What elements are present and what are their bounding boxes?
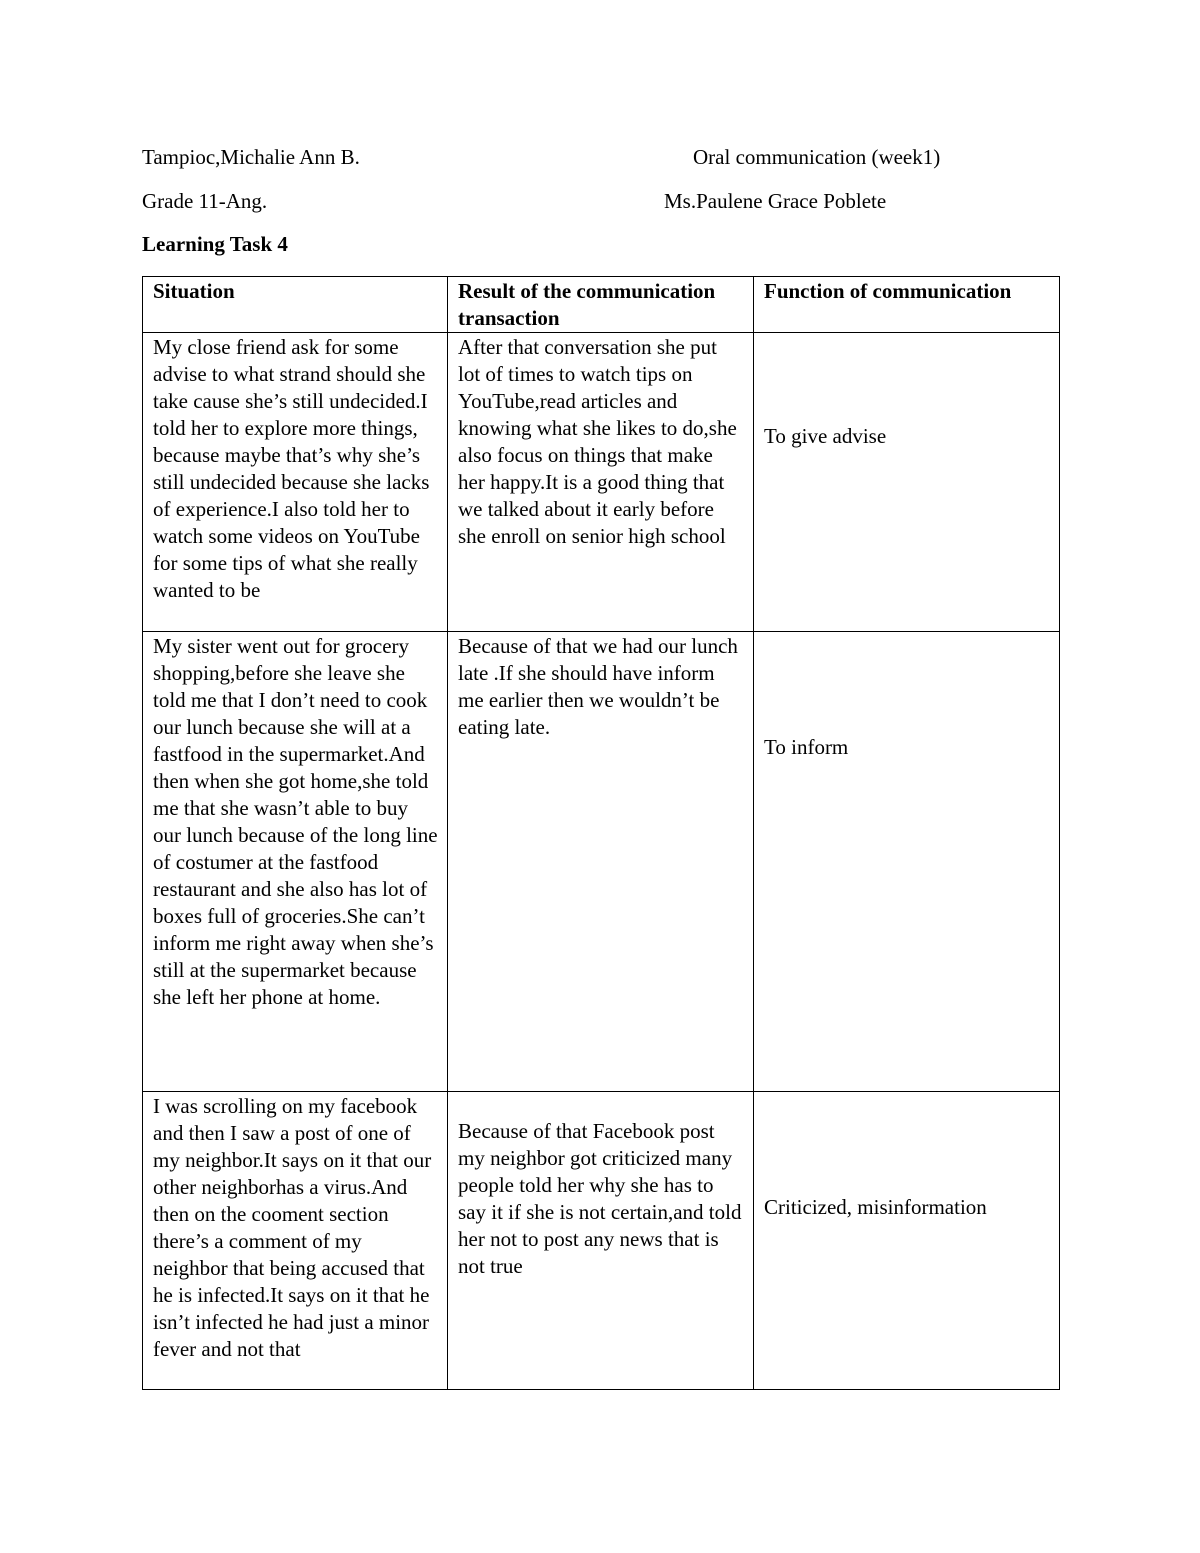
subject-label: Oral communication (week1) (693, 145, 941, 169)
column-header-function: Function of communication (754, 277, 1060, 333)
function-cell: To give advise (754, 333, 1060, 632)
result-cell: After that conversation she put lot of times to watch tips on YouTube,read articles and knowing what she likes to do,she also focus on things that make her happy.It is a good thing that we talked about it early before she enroll on senior high school (448, 333, 754, 632)
grade-section: Grade 11-Ang. (142, 189, 268, 213)
column-header-situation: Situation (143, 277, 448, 333)
column-header-result: Result of the communication transaction (448, 277, 754, 333)
task-title: Learning Task 4 (142, 232, 288, 256)
table-header-row (143, 277, 1060, 333)
result-cell: Because of that we had our lunch late .If she should have inform me earlier then we wouldn’t be eating late. (448, 632, 754, 1092)
teacher-name: Ms.Paulene Grace Poblete (664, 189, 887, 213)
situation-cell: My close friend ask for some advise to what strand should she take cause she’s still undecided.I told her to explore more things, because maybe that’s why she’s still undecided because she lacks of experience.I also told her to watch some videos on YouTube for some tips of what she really wanted to be (143, 333, 448, 632)
function-cell: Criticized, misinformation (754, 1092, 1060, 1390)
table-row (143, 1092, 1060, 1390)
table-row (143, 333, 1060, 632)
learning-task-table (142, 276, 1060, 1390)
situation-cell: I was scrolling on my facebook and then I saw a post of one of my neighbor.It says on it that our other neighborhas a virus.And then on the cooment section there’s a comment of my neighbor that being accused that he is infected.It says on it that he isn’t infected he had just a minor fever and not that (143, 1092, 448, 1390)
table-row (143, 632, 1060, 1092)
situation-cell: My sister went out for grocery shopping,before she leave she told me that I don’t need to cook our lunch because she will at a fastfood in the supermarket.And then when she got home,she told me that she wasn’t able to buy our lunch because of the long line of costumer at the fastfood restaurant and she also has lot of boxes full of groceries.She can’t inform me right away when she’s still at the supermarket because she left her phone at home. (143, 632, 448, 1092)
function-cell: To inform (754, 632, 1060, 1092)
student-name: Tampioc,Michalie Ann B. (142, 145, 360, 169)
result-cell: Because of that Facebook post my neighbor got criticized many people told her why she has to say it if she is not certain,and told her not to post any news that is not true (448, 1092, 754, 1390)
